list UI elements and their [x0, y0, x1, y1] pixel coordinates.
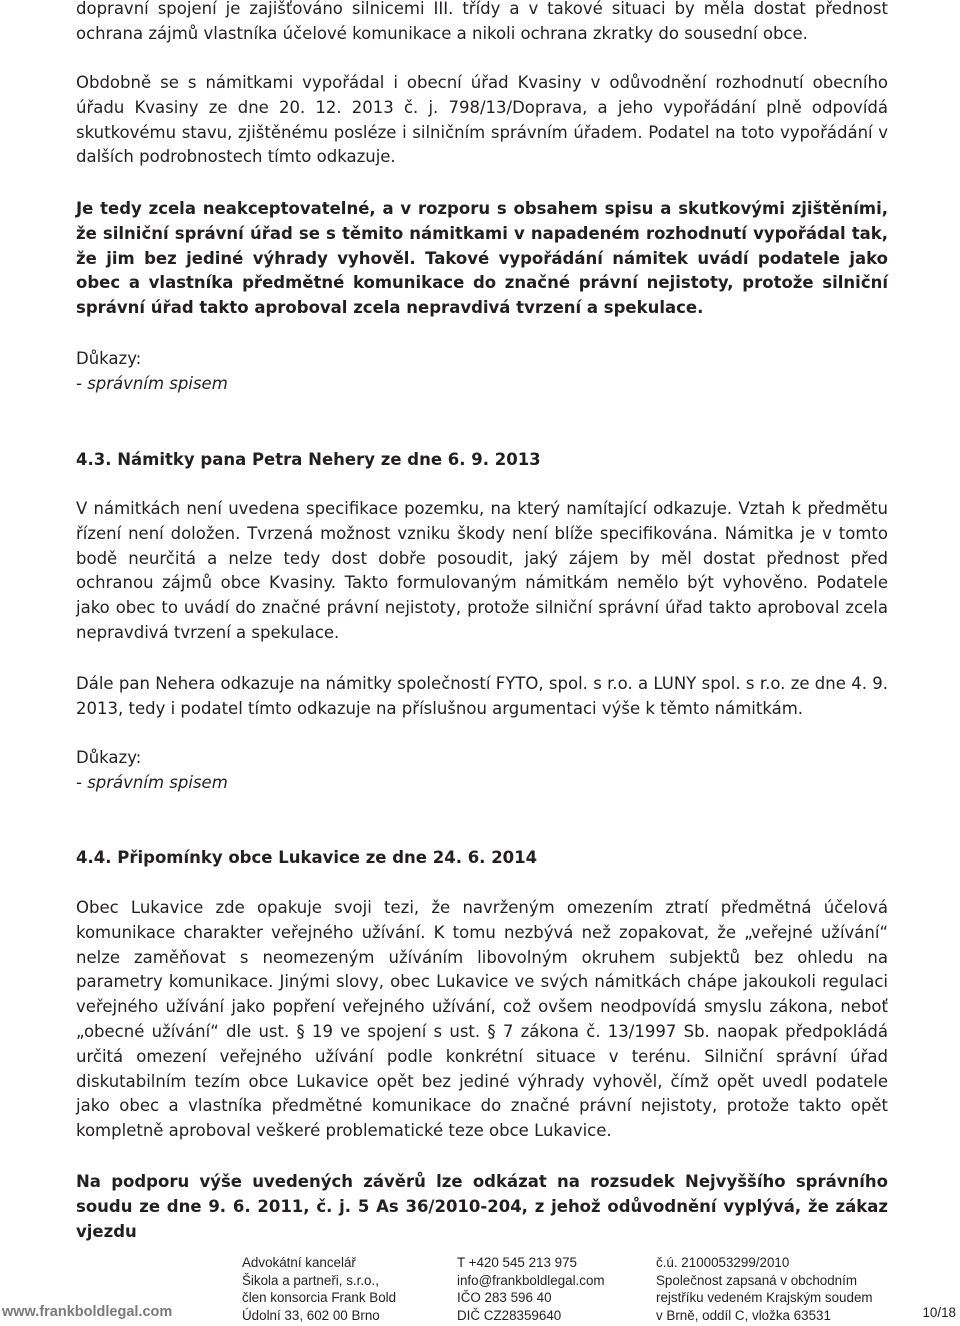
footer-website-link[interactable]: www.frankboldlegal.com [2, 1304, 173, 1320]
paragraph-7-bold: Na podporu výše uvedených závěrů lze odkázat na rozsudek Nejvyššího správního soudu ze dne 9. 6. 2011, č. j. 5 As 36/2010-204, z jehož odůvodnění vyplývá, že zákaz vjezdu [76, 1172, 888, 1241]
footer-phone: T +420 545 213 975 [457, 1255, 578, 1270]
footer-registry-line: v Brně, oddíl C, vložka 63531 [656, 1307, 831, 1323]
footer-company-line: Šikola a partneři, s.r.o., [242, 1272, 379, 1288]
evidence-label-2: Důkazy: [76, 748, 142, 767]
footer-registry-line: č.ú. 2100053299/2010 [656, 1255, 790, 1270]
paragraph-2: Obdobně se s námitkami vypořádal i obecní úřad Kvasiny v odůvodnění rozhodnutí obecního úřadu Kvasiny ze dne 20. 12. 2013 č. j. 798/13/Doprava, a jeho vypořádání plně odpovídá skutkovému stavu, zjištěnému posléze i silničním správním úřadem. Podatel na toto vypořádání v dalších podrobnostech tímto odkazuje. [76, 73, 888, 167]
footer-registry-line: rejstříku vedeném Krajským soudem [656, 1290, 873, 1305]
footer-registry-line: Společnost zapsaná v obchodním [656, 1272, 857, 1288]
paragraph-4: V námitkách není uvedena specifikace pozemku, na který namítající odkazuje. Vztah k předmětu řízení není doložen. Tvrzená možnost vzniku škody není blíže specifikována. Námitka je v tomto bodě neurčitá a nelze tedy dost dobře posoudit, jaký zájem by měl dostat přednost před ochranou zájmů obce Kvasiny. Takto formulovaným námitkám nemělo být vyhověno. Podatele jako obec to uvádí do značné právní nejistoty, protože silniční správní úřad takto aproboval zcela nepravdivá tvrzení a spekulace. [76, 499, 888, 642]
heading-4-3: 4.3. Námitky pana Petra Nehery ze dne 6. 9. 2013 [76, 450, 541, 469]
evidence-label-1: Důkazy: [76, 349, 142, 368]
paragraph-5: Dále pan Nehera odkazuje na námitky společností FYTO, spol. s r.o. a LUNY spol. s r.o. ze dne 4. 9. 2013, tedy i podatel tímto odkazuje na příslušnou argumentaci výše k těmto námitkám. [76, 674, 888, 718]
footer-company-column [242, 1254, 396, 1324]
footer-registry-column [656, 1254, 873, 1324]
paragraph-6: Obec Lukavice zde opakuje svoji tezi, že navrženým omezením ztratí předmětná účelová komunikace charakter veřejného užívání. K tomu nezbývá než zopakovat, že „veřejné užívání“ nelze zaměňovat s neomezeným užíváním libovolným okruhem subjektů bez ohledu na parametry komunikace. Jinými slovy, obec Lukavice ve svých námitkách chápe jakoukoli regulaci veřejného užívání jako popření veřejného užívání, což ovšem neodpovídá smyslu zákona, neboť „obecné užívání“ dle ust. § 19 ve spojení s ust. § 7 zákona č. 13/1997 Sb. naopak předpokládá určitá omezení veřejného užívání podle konkrétní situace v terénu. Silniční správní úřad diskutabilním tezím obce Lukavice opět bez jediné výhrady vyhověl, čímž opět uvedl podatele jako obec a vlastníka předmětné komunikace do značné právní nejistoty, protože takto opět kompletně aproboval veškeré problematické teze obce Lukavice. [76, 898, 888, 1141]
page-number: 10/18 [922, 1305, 956, 1320]
paragraph-1: dopravní spojení je zajišťováno silnicemi III. třídy a v takové situaci by měla dostat přednost ochrana zájmů vlastníka účelové komunikace a nikoli ochrana zkratky do sousední obce. [76, 0, 888, 43]
footer-dic: DIČ CZ28359640 [457, 1307, 562, 1323]
footer-company-line: člen konsorcia Frank Bold [242, 1290, 397, 1305]
footer-company-line: Údolní 33, 602 00 Brno [242, 1307, 380, 1323]
paragraph-3-bold: Je tedy zcela neakceptovatelné, a v rozporu s obsahem spisu a skutkovými zjištěními, že silniční správní úřad se s těmito námitkami v napadeném rozhodnutí vypořádal tak, že jim bez jediné výhrady vyhověl. Takové vypořádání námitek uvádí podatele jako obec a vlastníka předmětné komunikace do značné právní nejistoty, protože silniční správní úřad takto aproboval zcela nepravdivá tvrzení a spekulace. [76, 199, 888, 318]
evidence-item-1: - správním spisem [76, 374, 228, 393]
footer-email-link[interactable]: info@frankboldlegal.com [457, 1272, 605, 1288]
heading-4-4: 4.4. Připomínky obce Lukavice ze dne 24. 6. 2014 [76, 848, 538, 867]
footer-company-line: Advokátní kancelář [242, 1255, 356, 1270]
footer-ico: IČO 283 596 40 [457, 1290, 552, 1305]
footer-contact-column [457, 1254, 605, 1324]
page-footer [0, 1254, 960, 1326]
evidence-item-2: - správním spisem [76, 773, 228, 792]
